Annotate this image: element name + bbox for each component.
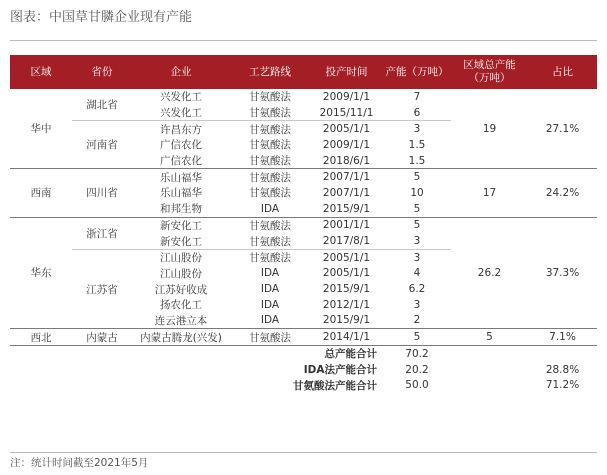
header-region-total: 区域总产能（万吨） bbox=[451, 55, 528, 89]
process-cell: 甘氨酸法 bbox=[230, 329, 310, 346]
company-cell: 江山股份 bbox=[160, 267, 202, 280]
page-title: 图表：中国草甘膦企业现有产能 bbox=[10, 10, 193, 25]
company-cell: 扬农化工 bbox=[160, 299, 202, 312]
process-cell: IDA bbox=[260, 283, 280, 296]
date-cell: 2015/11/1 bbox=[310, 105, 383, 121]
capacity-cell: 5 bbox=[413, 171, 421, 184]
capacity-cell: 6 bbox=[383, 105, 451, 121]
company-cell: 江苏好收成 bbox=[154, 283, 208, 296]
company-cell: 许昌东方 bbox=[160, 123, 202, 136]
share-cell: 24.2% bbox=[528, 169, 597, 217]
header-company: 企业 bbox=[132, 55, 230, 89]
ida-total-row bbox=[10, 362, 597, 378]
capacity-cell: 5 bbox=[383, 329, 451, 346]
header-process: 工艺路线 bbox=[230, 55, 310, 89]
region-cell: 华东 bbox=[10, 217, 72, 329]
process-cell: 甘氨酸法 bbox=[249, 219, 291, 232]
total-row bbox=[10, 346, 597, 362]
date-cell: 2007/1/1 bbox=[322, 171, 371, 184]
header-share: 占比 bbox=[528, 55, 597, 89]
date-cell: 2012/1/1 bbox=[322, 298, 371, 311]
company-cell: 新安化工 bbox=[160, 219, 202, 232]
process-cell: 甘氨酸法 bbox=[249, 187, 291, 200]
share-cell: 27.1% bbox=[528, 89, 597, 169]
process-cell: 甘氨酸法 bbox=[230, 153, 310, 169]
company-cell: 乐山福华 bbox=[160, 171, 202, 184]
total-share bbox=[528, 346, 597, 362]
date-cell: 2018/6/1 bbox=[310, 153, 383, 169]
ida-total-value: 20.2 bbox=[405, 363, 429, 376]
date-cell: 2015/9/1 bbox=[322, 283, 371, 296]
process-cell: IDA bbox=[230, 313, 310, 329]
capacity-cell: 10 bbox=[410, 186, 424, 199]
capacity-cell: 3 bbox=[413, 251, 421, 264]
process-cell: 甘氨酸法 bbox=[249, 252, 291, 265]
date-cell: 2005/1/1 bbox=[322, 251, 371, 264]
title-divider bbox=[10, 40, 597, 41]
share-cell: 7.1% bbox=[528, 329, 597, 346]
date-cell: 2007/1/1 bbox=[322, 186, 371, 199]
date-cell: 2015/9/1 bbox=[310, 313, 383, 329]
date-cell: 2001/1/1 bbox=[322, 219, 371, 232]
footnote: 注：统计时间截至2021年5月 bbox=[10, 457, 149, 469]
table-row bbox=[10, 89, 597, 105]
process-cell: 甘氨酸法 bbox=[230, 233, 310, 249]
header-row bbox=[10, 55, 597, 89]
glycine-total-value: 50.0 bbox=[405, 379, 429, 392]
company-cell: 广信农化 bbox=[132, 153, 230, 169]
process-cell: IDA bbox=[260, 267, 280, 280]
bottom-divider bbox=[10, 452, 597, 453]
header-region: 区域 bbox=[10, 55, 72, 89]
capacity-table bbox=[10, 55, 597, 393]
process-cell: IDA bbox=[230, 201, 310, 217]
capacity-cell: 3 bbox=[383, 233, 451, 249]
region-total-cell: 17 bbox=[451, 169, 528, 217]
company-cell: 江山股份 bbox=[160, 252, 202, 265]
capacity-cell: 5 bbox=[413, 219, 421, 232]
process-cell: 甘氨酸法 bbox=[249, 139, 291, 152]
glycine-total-row bbox=[10, 377, 597, 393]
province-cell: 湖北省 bbox=[72, 89, 132, 121]
glycine-total-label: 甘氨酸法产能合计 bbox=[293, 379, 377, 392]
table-row bbox=[10, 329, 597, 346]
province-cell: 内蒙古 bbox=[72, 329, 132, 346]
table-row bbox=[10, 217, 597, 233]
date-cell: 2015/9/1 bbox=[310, 201, 383, 217]
ida-total-share: 28.8% bbox=[545, 363, 580, 376]
capacity-cell: 2 bbox=[383, 313, 451, 329]
total-value: 70.2 bbox=[405, 347, 429, 360]
process-cell: 甘氨酸法 bbox=[249, 123, 291, 136]
capacity-cell: 1.5 bbox=[408, 138, 426, 151]
header-capacity: 产能（万吨） bbox=[383, 55, 451, 89]
company-cell: 乐山福华 bbox=[160, 187, 202, 200]
header-start-date: 投产时间 bbox=[310, 55, 383, 89]
company-cell: 连云港立本 bbox=[132, 313, 230, 329]
date-cell: 2009/1/1 bbox=[322, 90, 371, 103]
company-cell: 和邦生物 bbox=[132, 201, 230, 217]
capacity-cell: 5 bbox=[383, 201, 451, 217]
header-province: 省份 bbox=[72, 55, 132, 89]
share-cell: 37.3% bbox=[528, 217, 597, 329]
glycine-total-share: 71.2% bbox=[545, 379, 580, 392]
region-total-cell: 19 bbox=[451, 89, 528, 169]
province-cell: 浙江省 bbox=[72, 217, 132, 249]
region-cell: 西南 bbox=[10, 169, 72, 217]
province-cell: 江苏省 bbox=[72, 249, 132, 328]
date-cell: 2009/1/1 bbox=[322, 138, 371, 151]
capacity-cell: 4 bbox=[413, 267, 421, 280]
company-cell: 兴发化工 bbox=[132, 105, 230, 121]
company-cell: 内蒙古腾龙(兴发) bbox=[132, 329, 230, 346]
date-cell: 2005/1/1 bbox=[322, 123, 371, 136]
capacity-cell: 3 bbox=[413, 298, 421, 311]
date-cell: 2014/1/1 bbox=[310, 329, 383, 346]
table-row bbox=[10, 169, 597, 185]
company-cell: 新安化工 bbox=[132, 233, 230, 249]
process-cell: 甘氨酸法 bbox=[230, 105, 310, 121]
province-cell: 河南省 bbox=[72, 121, 132, 169]
region-total-cell: 5 bbox=[451, 329, 528, 346]
region-cell: 西北 bbox=[10, 329, 72, 346]
date-cell: 2005/1/1 bbox=[322, 267, 371, 280]
company-cell: 兴发化工 bbox=[160, 91, 202, 104]
total-label: 总产能合计 bbox=[324, 348, 377, 361]
capacity-cell: 7 bbox=[413, 90, 421, 103]
region-cell: 华中 bbox=[10, 89, 72, 169]
date-cell: 2017/8/1 bbox=[310, 233, 383, 249]
process-cell: IDA bbox=[260, 298, 280, 311]
region-total-cell: 26.2 bbox=[451, 217, 528, 329]
capacity-cell: 6.2 bbox=[408, 283, 426, 296]
company-cell: 广信农化 bbox=[160, 139, 202, 152]
process-cell: 甘氨酸法 bbox=[249, 171, 291, 184]
ida-total-label: IDA法产能合计 bbox=[303, 364, 377, 377]
capacity-cell: 1.5 bbox=[383, 153, 451, 169]
capacity-cell: 3 bbox=[413, 123, 421, 136]
province-cell: 四川省 bbox=[72, 169, 132, 217]
process-cell: 甘氨酸法 bbox=[249, 91, 291, 104]
